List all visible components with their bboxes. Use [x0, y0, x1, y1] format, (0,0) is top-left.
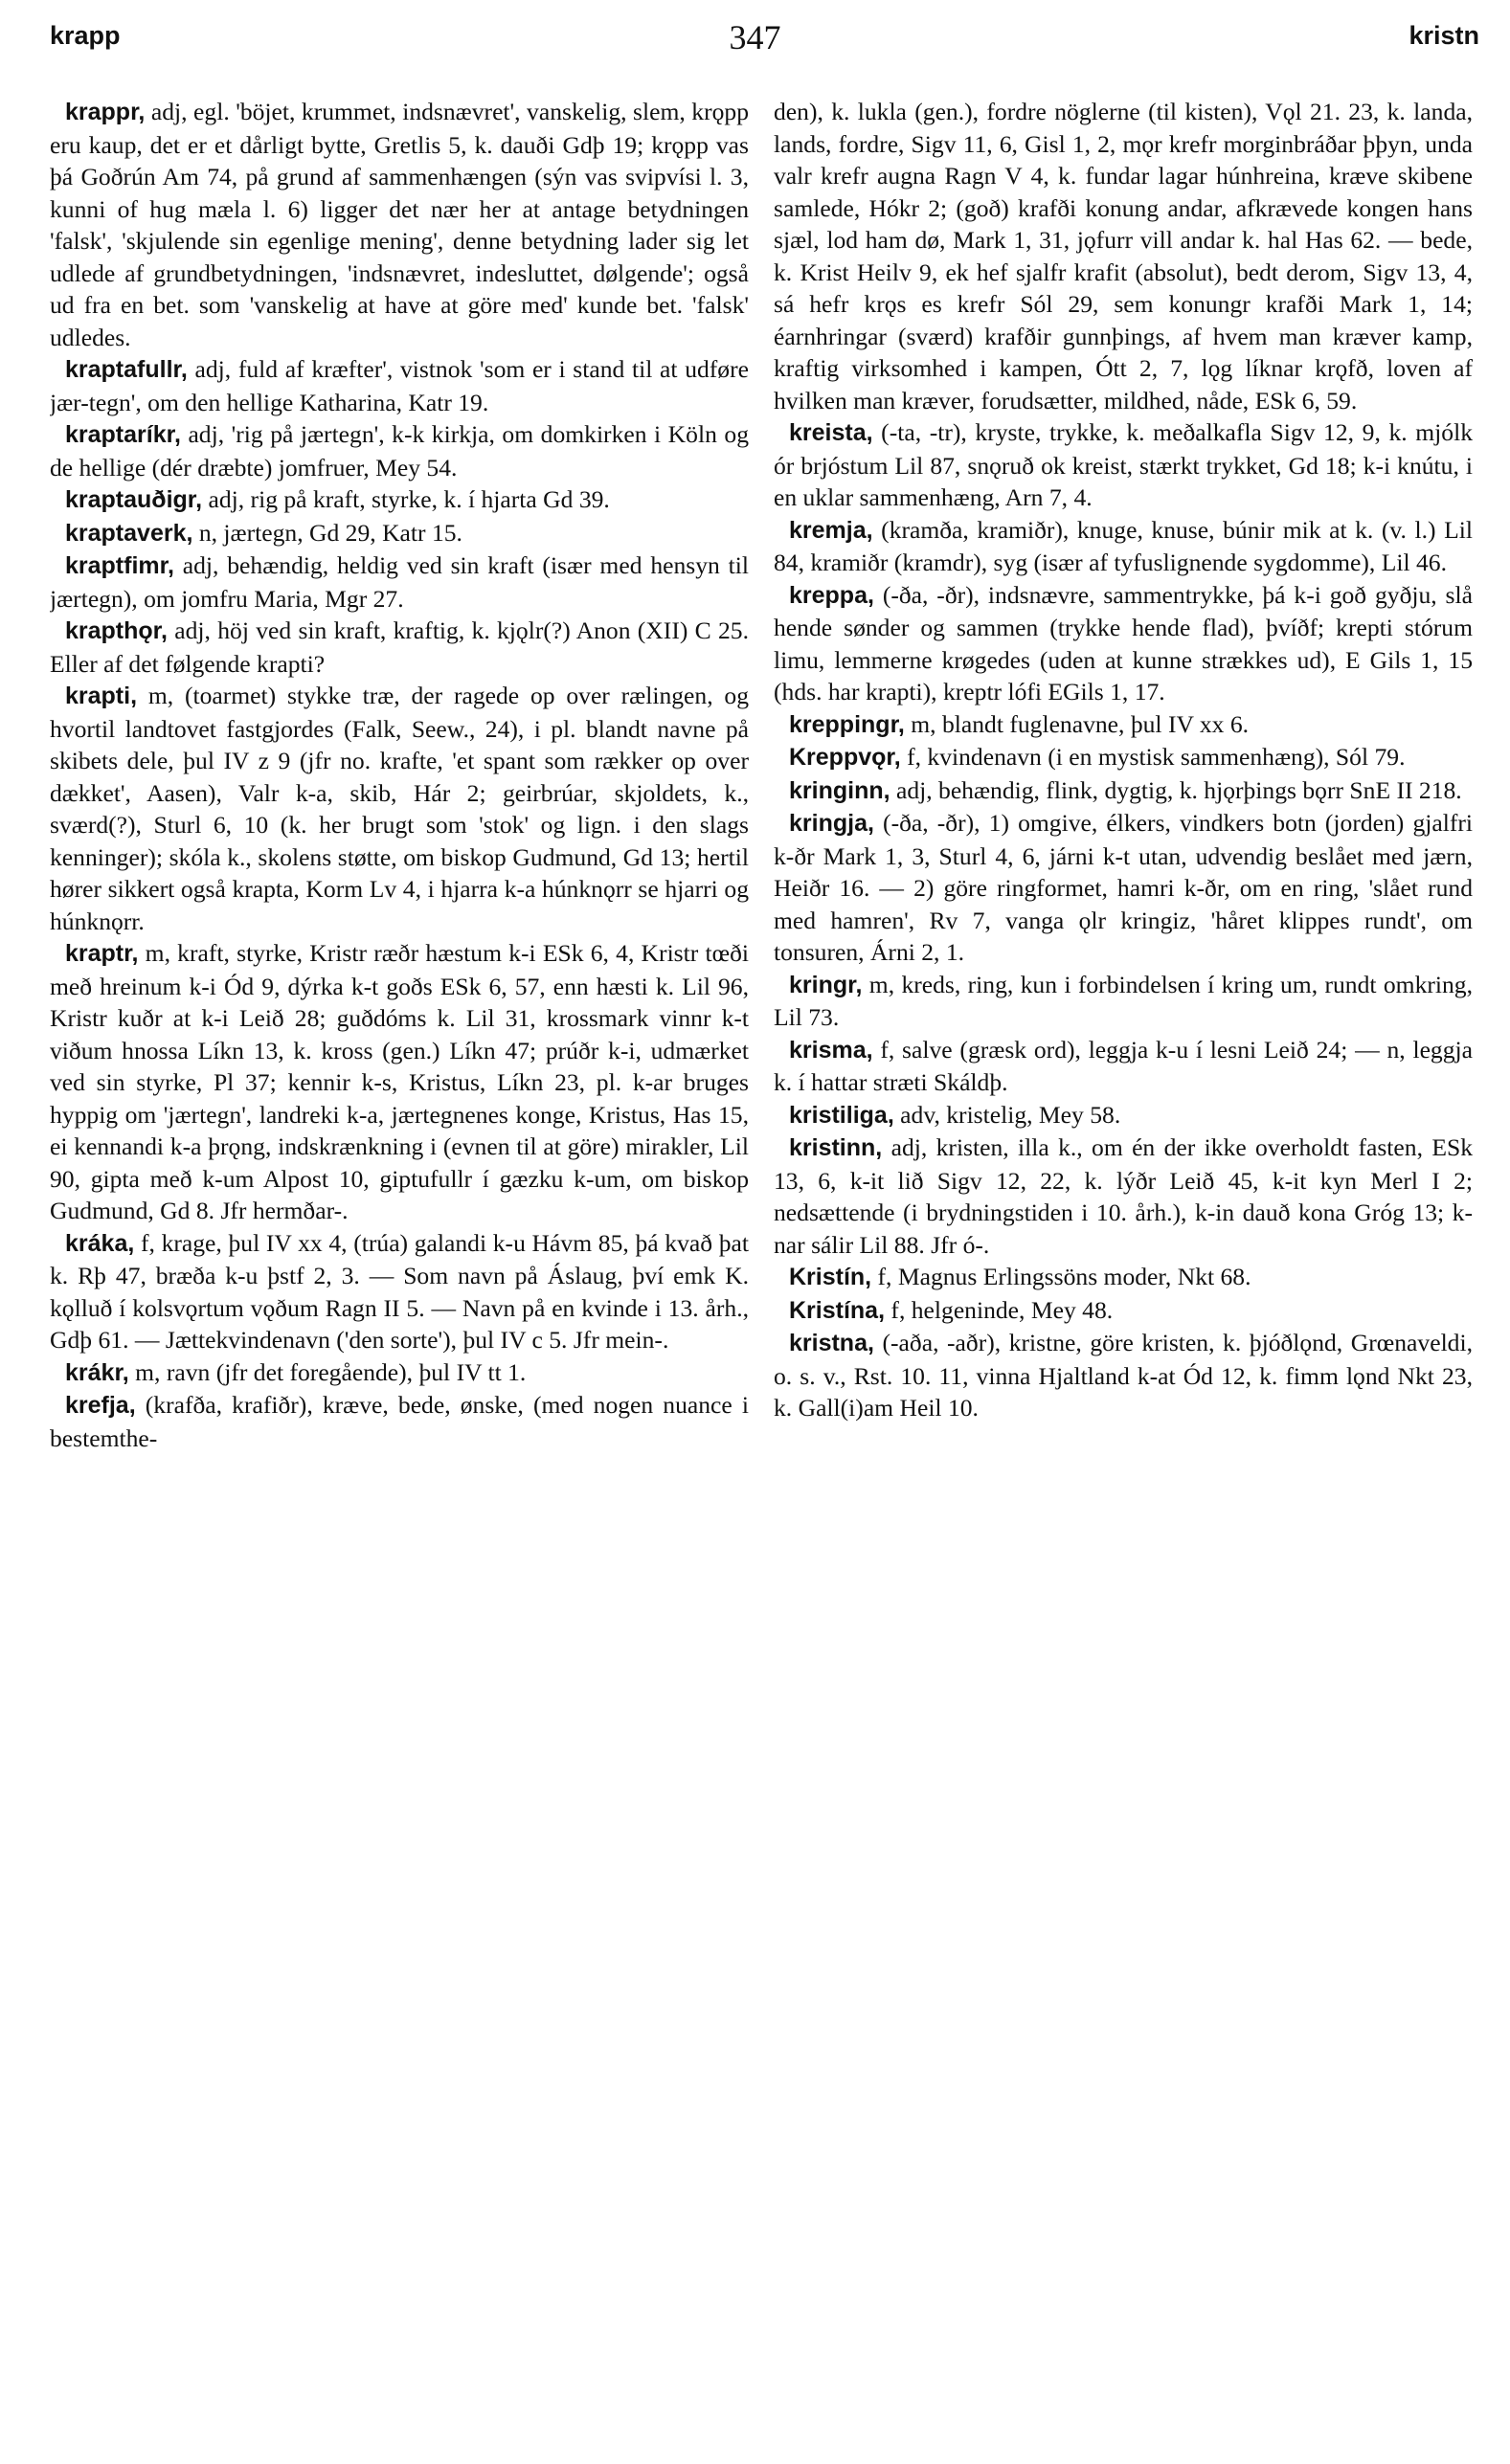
dictionary-entry — [50, 483, 749, 517]
dictionary-entry — [774, 514, 1473, 579]
dictionary-entry — [774, 741, 1473, 774]
entry-text: (krafða, krafiðr), kræve, bede, ønske, (med nogen nuance i bestemthe- — [50, 1391, 749, 1452]
headword: Kreppvǫr, — [789, 744, 901, 771]
running-head-left: krapp — [50, 21, 121, 50]
headword: kristiliga, — [789, 1101, 894, 1129]
left-column — [50, 96, 749, 2451]
dictionary-entry — [50, 353, 749, 418]
headword: krákr, — [65, 1358, 129, 1386]
dictionary-entry — [50, 517, 749, 550]
entry-text: den), k. lukla (gen.), fordre nöglerne (til kisten), Vǫl 21. 23, k. landa, lands, fordre, Sigv 11, 6, Gisl 1, 2, mǫr krefr morginbráðar þþyn, unda valr krefr augna Ragn V 4, k. fundar lagar húnhreina, kræve skibene samlede, Hókr 2; (goð) krafði konung andar, afkrævede kongen hans sjæl, lod ham dø, Mark 1, 31, jǫfurr vill andar k. hal Has 62. — bede, k. Krist Heilv 9, ek hef sjalfr krafit (absolut), bedt derom, Sigv 13, 4, sá hefr krǫs es krefr Sól 29, sem konungr krafði Mark 1, 14; éarnhringar (sværd) krafðir gunnþings, af hvem man kræver kamp, kraftig virksomhed i kampen, Ótt 2, 7, lǫg líknar krǫfð, loven af hvilken man kræver, forudsætter, mildhed, nåde, ESk 6, 59. — [774, 98, 1473, 414]
dictionary-entry — [774, 969, 1473, 1034]
entry-text: adj, 'rig på jærtegn', k-k kirkja, om domkirken i Köln og de hellige (dér dræbte) jomfruer, Mey 54. — [50, 420, 749, 482]
headword: kraptaríkr, — [65, 421, 181, 448]
page-number: 347 — [729, 18, 781, 56]
dictionary-entry — [50, 418, 749, 483]
entry-text: adj, höj ved sin kraft, kraftig, k. kjǫlr(?) Anon (XII) C 25. Eller af det følgende krapti? — [50, 616, 749, 678]
headword: kristna, — [789, 1330, 874, 1356]
dictionary-entry — [774, 807, 1473, 969]
dictionary-entry — [774, 579, 1473, 708]
entry-text: adj, rig på kraft, styrke, k. í hjarta Gd 39. — [202, 485, 610, 513]
headword: kráka, — [65, 1229, 135, 1257]
dictionary-entry — [774, 708, 1473, 742]
entry-text: adv, kristelig, Mey 58. — [893, 1100, 1121, 1129]
dictionary-entry — [50, 1356, 749, 1390]
dictionary-entry — [50, 680, 749, 937]
entry-text: m, kreds, ring, kun i forbindelsen í kring um, rundt omkring, Lil 73. — [774, 970, 1473, 1031]
dictionary-entry — [774, 96, 1473, 416]
headword: kraptr, — [65, 940, 139, 967]
dictionary-entry — [50, 96, 749, 353]
entry-text: f, salve (græsk ord), leggja k-u í lesni Leið 24; — n, leggja k. í hattar stræti Skáldþ. — [774, 1035, 1473, 1096]
running-head-right: kristn — [1409, 21, 1479, 50]
dictionary-entry — [50, 937, 749, 1227]
entry-text: adj, behændig, flink, dygtig, k. hjǫrþings bǫrr SnE II 218. — [890, 775, 1462, 804]
headword: kringr, — [789, 971, 863, 998]
dictionary-entry — [50, 1227, 749, 1356]
headword: Kristín, — [789, 1264, 872, 1290]
headword: kraptafullr, — [65, 356, 188, 383]
entry-text: adj, behændig, heldig ved sin kraft (især med hensyn til jærtegn), om jomfru Maria, Mgr 27. — [50, 551, 749, 613]
headword: kreista, — [789, 419, 873, 446]
dictionary-entry — [774, 1327, 1473, 1424]
headword: krefja, — [65, 1392, 136, 1419]
entry-text: adj, fuld af kræfter', vistnok 'som er i stand til at udføre jær-tegn', om den hellige Katharina, Katr 19. — [50, 355, 749, 416]
headword: krisma, — [789, 1036, 873, 1064]
headword: kraptfimr, — [65, 552, 174, 579]
dictionary-entry — [50, 1389, 749, 1454]
headword: krapti, — [65, 683, 138, 709]
entry-text: adj, kristen, illa k., om én der ikke overholdt fasten, ESk 13, 6, k-it lið Sigv 12, 22, k. lýðr Leið 45, k-it kyn Merl I 2; nedsættende (i brydningstiden i 10. årh.), k-in dauð kona Gróg 13; k-nar sálir Lil 88. Jfr ó-. — [774, 1133, 1473, 1259]
entry-text: n, jærtegn, Gd 29, Katr 15. — [192, 518, 462, 547]
entry-text: m, blandt fuglenavne, þul IV xx 6. — [904, 709, 1250, 738]
headword: krappr, — [65, 99, 146, 125]
headword: kreppa, — [789, 581, 874, 609]
dictionary-entry — [50, 615, 749, 680]
entry-text: m, kraft, styrke, Kristr ræðr hæstum k-i ESk 6, 4, Kristr tœði með hreinum k-i Ód 9, dýrka k-t goðs ESk 6, 57, enn hæsti k. Lil 96, Kristr kuðr at k-i Leið 28; guðdóms k. Lil 31, krossmark vinnr k-t viðum hnossa Líkn 13, k. kross (gen.) Líkn 47; prúðr k-i, udmærket ved sin styrke, Pl 37; kennir k-s, Kristus, Líkn 23, pl. k-ar bruges hyppig om 'jærtegn', landreki k-a, jærtegnenes konge, Kristus, Has 15, ei kennandi k-a þrǫng, indskrænkning i (evnen til at göre) mirakler, Lil 90, gipta með k-um Alpost 10, giptufullr í gæzku k-um, om biskop Gudmund, Gd 8. Jfr hermðar-. — [50, 939, 749, 1224]
entry-text: f, kvindenavn (i en mystisk sammenhæng), Sól 79. — [900, 743, 1406, 771]
entry-text: (-ta, -tr), kryste, trykke, k. meðalkafla Sigv 12, 9, k. mjólk ór brjóstum Lil 87, snǫruð ok kreist, stærkt trykket, Gd 18; k-i knútu, i en uklar sammenhæng, Arn 7, 4. — [774, 418, 1473, 511]
entry-text: (-ða, -ðr), indsnævre, sammentrykke, þá k-i goð gyðju, slå hende sønder og sammen (trykke hende flad), þvíðf; krepti stórum limu, lemmerne krøgedes (uden at kunne strækkes ud), E Gils 1, 15 (hds. har krapti), kreptr lófi EGils 1, 17. — [774, 580, 1473, 706]
entry-text: f, helgeninde, Mey 48. — [885, 1295, 1114, 1324]
dictionary-entry — [774, 416, 1473, 514]
headword: kremja, — [789, 516, 873, 544]
entry-text: (kramða, kramiðr), knuge, knuse, búnir mik at k. (v. l.) Lil 84, kramiðr (kramdr), syg (især af tyfuslignende sygdomme), Lil 46. — [774, 515, 1473, 576]
headword: kristinn, — [789, 1134, 883, 1161]
headword: kraptauðigr, — [65, 486, 203, 513]
headword: kraptaverk, — [65, 519, 193, 547]
dictionary-entry — [774, 1261, 1473, 1294]
dictionary-entry — [50, 549, 749, 615]
headword: kringinn, — [789, 776, 890, 804]
entry-text: f, Magnus Erlingssöns moder, Nkt 68. — [871, 1263, 1251, 1290]
entry-text: (-ða, -ðr), 1) omgive, élkers, vindkers botn (jorden) gjalfri k-ðr Mark 1, 3, Sturl 4, 6, járni k-t utan, udvendig beslået med jærn, Heiðr 16. — 2) göre ringformet, hamri k-ðr, om en ring, 'slået rund med hamren', Rv 7, vanga ǫlr kringiz, 'håret klippes rundt', om tonsuren, Árni 2, 1. — [774, 809, 1473, 966]
headword: kreppingr, — [789, 710, 905, 738]
entry-text: m, ravn (jfr det foregående), þul IV tt 1. — [128, 1357, 527, 1386]
dictionary-entry — [774, 1099, 1473, 1132]
right-column — [774, 96, 1473, 2451]
headword: krapthǫr, — [65, 617, 168, 644]
dictionary-entry — [774, 1034, 1473, 1099]
entry-text: f, krage, þul IV xx 4, (trúa) galandi k-u Hávm 85, þá kvað þat k. Rþ 47, bræða k-u þstf 2, 3. — Som navn på Áslaug, því emk K. kǫlluð í kolsvǫrtum vǫðum Ragn II 5. — Navn på en kvinde i 13. årh., Gdþ 61. — Jættekvindenavn ('den sorte'), þul IV c 5. Jfr mein-. — [50, 1228, 749, 1354]
entry-text: adj, egl. 'böjet, krummet, indsnævret', vanskelig, slem, krǫpp eru kaup, det er et dårligt bytte, Gretlis 5, k. dauði Gdþ 19; krǫpp vas þá Goðrún Am 74, på grund af sammenhængen (sýn vas svipvísi l. 3, kunni of hug mæla l. 6) ligger det nær her at antage betydningen 'falsk', 'skjulende sin egenlige mening', denne betydning lader sig let udlede af grundbetydningen, 'indsnævret, indesluttet, dølgende'; også ud fra en bet. som 'vanskelig at have at göre med' kunde bet. 'falsk' udledes. — [50, 98, 749, 351]
dictionary-entry — [774, 1294, 1473, 1328]
headword: Kristína, — [789, 1296, 886, 1324]
dictionary-entry — [774, 774, 1473, 808]
entry-text: m, (toarmet) stykke træ, der ragede op over rælingen, og hvortil landtovet fastgjordes (Falk, Seew., 24), i pl. blandt navne på skibets dele, þul IV z 9 (jfr no. krafte, 'et spant som rækker op over dækket', Aasen), Valr k-a, skib, Hár 2; geirbrúar, skjoldets, k., sværd(?), Sturl 6, 10 (k. her brugt som 'stok' og lign. i den slags kenninger); skóla k., skolens støtte, om biskop Gudmund, Gd 13; hertil hører sikkert også krapta, Korm Lv 4, i hjarra k-a húnknǫrr se hjarri og húnknǫrr. — [50, 682, 749, 935]
entry-text: (-aða, -aðr), kristne, göre kristen, k. þjóðlǫnd, Grœnaveldi, o. s. v., Rst. 10. 11, vinna Hjaltland k-at Ód 12, k. fimm lǫnd Nkt 23, k. Gall(i)am Heil 10. — [774, 1329, 1473, 1422]
headword: kringja, — [789, 810, 874, 837]
dictionary-entry — [774, 1131, 1473, 1261]
